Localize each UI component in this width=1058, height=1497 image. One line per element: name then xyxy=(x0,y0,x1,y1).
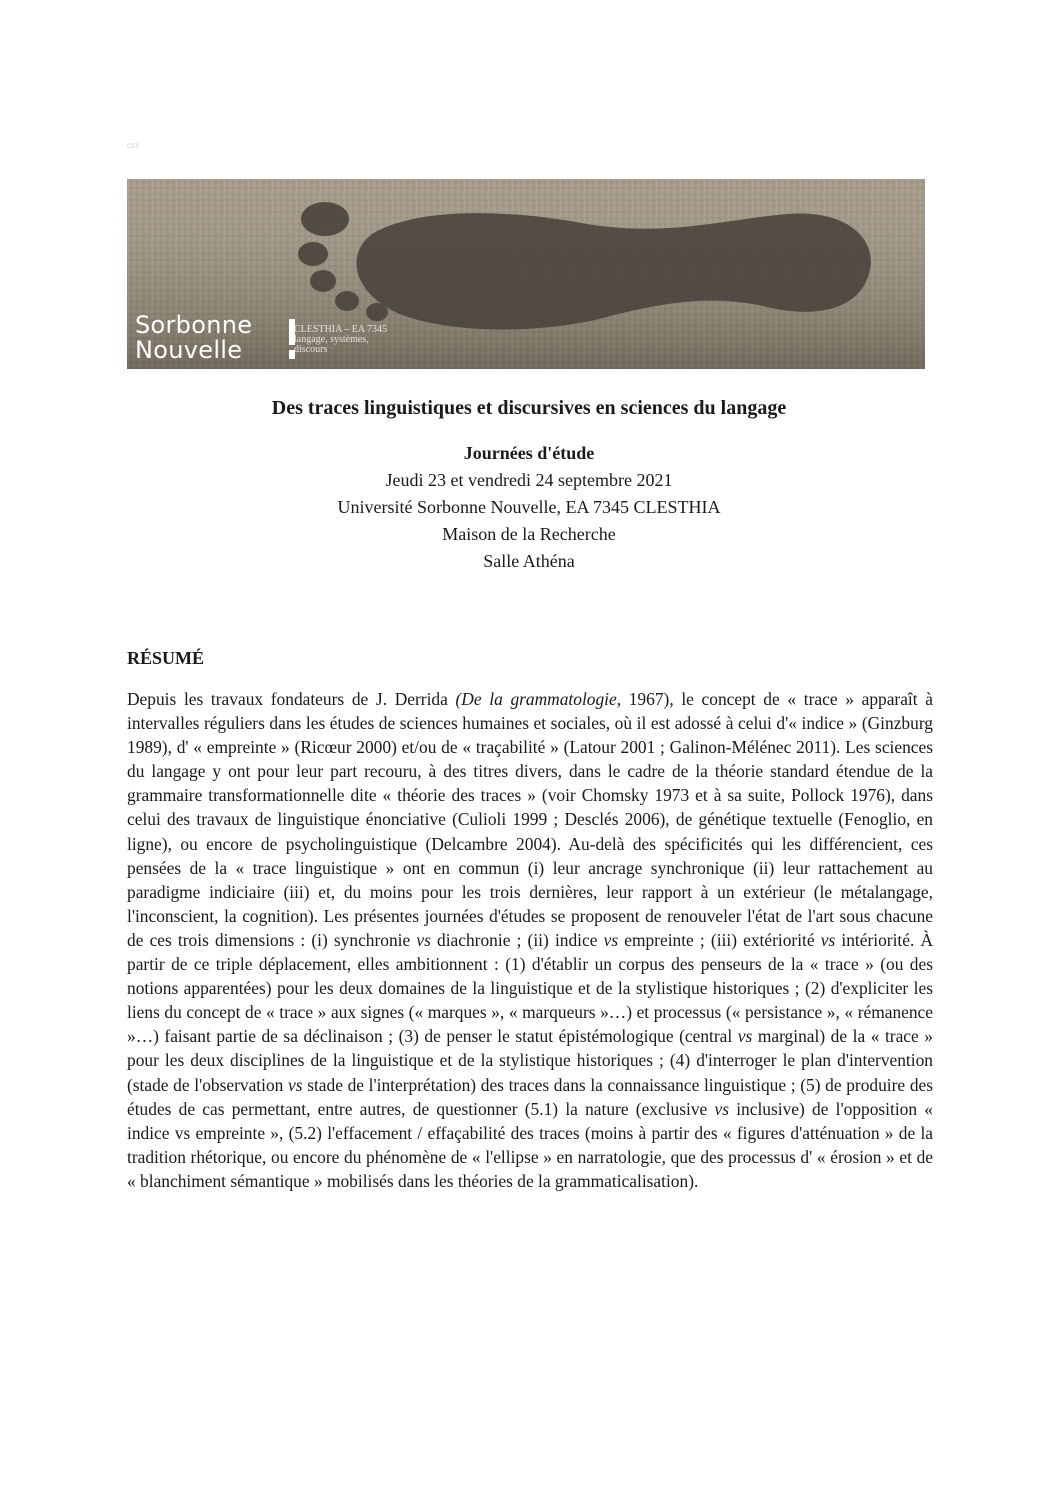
abstract-text: intériorité. À partir de ce triple déplacement, elles ambitionnent : (1) d'établir un corpus des penseurs de la « trace » (ou des notions apparentées) pour les deux domaines de la linguistique et de la stylistique historiques ; (2) d'expliciter les liens du concept de « trace » aux signes (« marques », « marqueurs »…) et processus (« persistance », « rémanence »…) faisant partie de sa déclinaison ; (3) de penser le statut épistémologique (central xyxy=(127,929,934,1047)
abstract-italic: vs xyxy=(714,1098,729,1119)
abstract-text: empreinte ; (iii) extériorité xyxy=(618,929,821,950)
header-banner xyxy=(127,179,925,369)
abstract-italic: (De la grammatologie xyxy=(455,689,617,709)
lab-line-1: CLESTHIA – EA 7345 xyxy=(294,324,388,335)
abstract-italic: vs xyxy=(603,929,619,950)
lab-label xyxy=(294,325,387,355)
section-heading: RÉSUMÉ xyxy=(127,648,205,668)
lab-line-2: langage, systèmes, xyxy=(294,334,369,345)
abstract-italic: vs xyxy=(416,929,431,950)
abstract-text: diachronie ; (ii) indice xyxy=(430,929,604,950)
event-institution: Université Sorbonne Nouvelle, EA 7345 CLESTHIA xyxy=(337,497,721,517)
event-type: Journées d'étude xyxy=(463,443,595,463)
abstract-italic: vs xyxy=(820,929,836,950)
logo-line-1: Sorbonne xyxy=(135,311,253,339)
event-info xyxy=(0,440,1058,575)
abstract-text: marginal) de la « trace » pour les deux disciplines de la linguistique et de la stylistique historiques ; (4) d'interroger le plan d'intervention (stade de l'observation xyxy=(127,1026,933,1095)
sorbonne-logo xyxy=(135,313,252,363)
abstract-italic: vs xyxy=(288,1074,303,1095)
abstract-text: , 1967), le concept de « trace » apparaît à intervalles réguliers dans les études de sciences humaines et sociales, où il est adossé à celui d'« indice » (Ginzburg 1989), d' « empreinte » (Ricœur 2000) et/ou de « traçabilité » (Latour 2001 ; Galinon-Mélénec 2011). Les sciences du langage y ont pour leur part recouru, à des titres divers, dans le cadre de la théorie standard étendue de la grammaire transformationnelle dite « théorie des traces » (voir Chomsky 1973 et à sa suite, Pollock 1976), dans celui des travaux de linguistique énonciative (Culioli 1999 ; Desclés 2006), de génétique textuelle (Fenoglio, en ligne), ou encore de psycholinguistique (Delcambre 2004). Au-delà des spécificités qui les différencient, ces pensées de la « trace linguistique » ont en commun (i) leur ancrage synchronique (ii) leur rattachement au paradigme indiciaire (iii) et, du moins pour les trois dernières, leur rapport à un extérieur (le métalangage, l'inconscient, la cognition). Les présentes journées d'études se proposent de renouveler l'état de l'art sous chacune de ces trois dimensions : (i) synchronie xyxy=(127,689,933,950)
abstract-text: inclusive) de l'opposition « indice vs empreinte », (5.2) l'effacement / effaçabilité des traces (moins à partir des « figures d'atténuation » de la tradition rhétorique, ou encore du phénomène de « l'ellipse » en narratologie, que des processus d' « érosion » et de « blanchiment sémantique » mobilisés dans les théories de la grammaticalisation). xyxy=(127,1098,933,1191)
abstract-italic: vs xyxy=(737,1026,753,1047)
event-room: Salle Athéna xyxy=(483,551,575,571)
event-date: Jeudi 23 et vendredi 24 septembre 2021 xyxy=(385,470,673,490)
header-mark: CES xyxy=(127,144,140,150)
abstract-text: Depuis les travaux fondateurs de J. Derrida xyxy=(127,689,456,709)
document-title: Des traces linguistiques et discursives en sciences du langage xyxy=(271,397,787,419)
abstract-paragraph xyxy=(127,687,933,1193)
lab-line-3: discours xyxy=(294,344,328,355)
abstract-text: stade de l'interprétation) des traces dans la connaissance linguistique ; (5) de produire des études de cas permettant, entre autres, de questionner (5.1) la nature (exclusive xyxy=(127,1074,933,1119)
event-venue: Maison de la Recherche xyxy=(442,524,616,544)
logo-line-2: Nouvelle xyxy=(135,336,243,364)
